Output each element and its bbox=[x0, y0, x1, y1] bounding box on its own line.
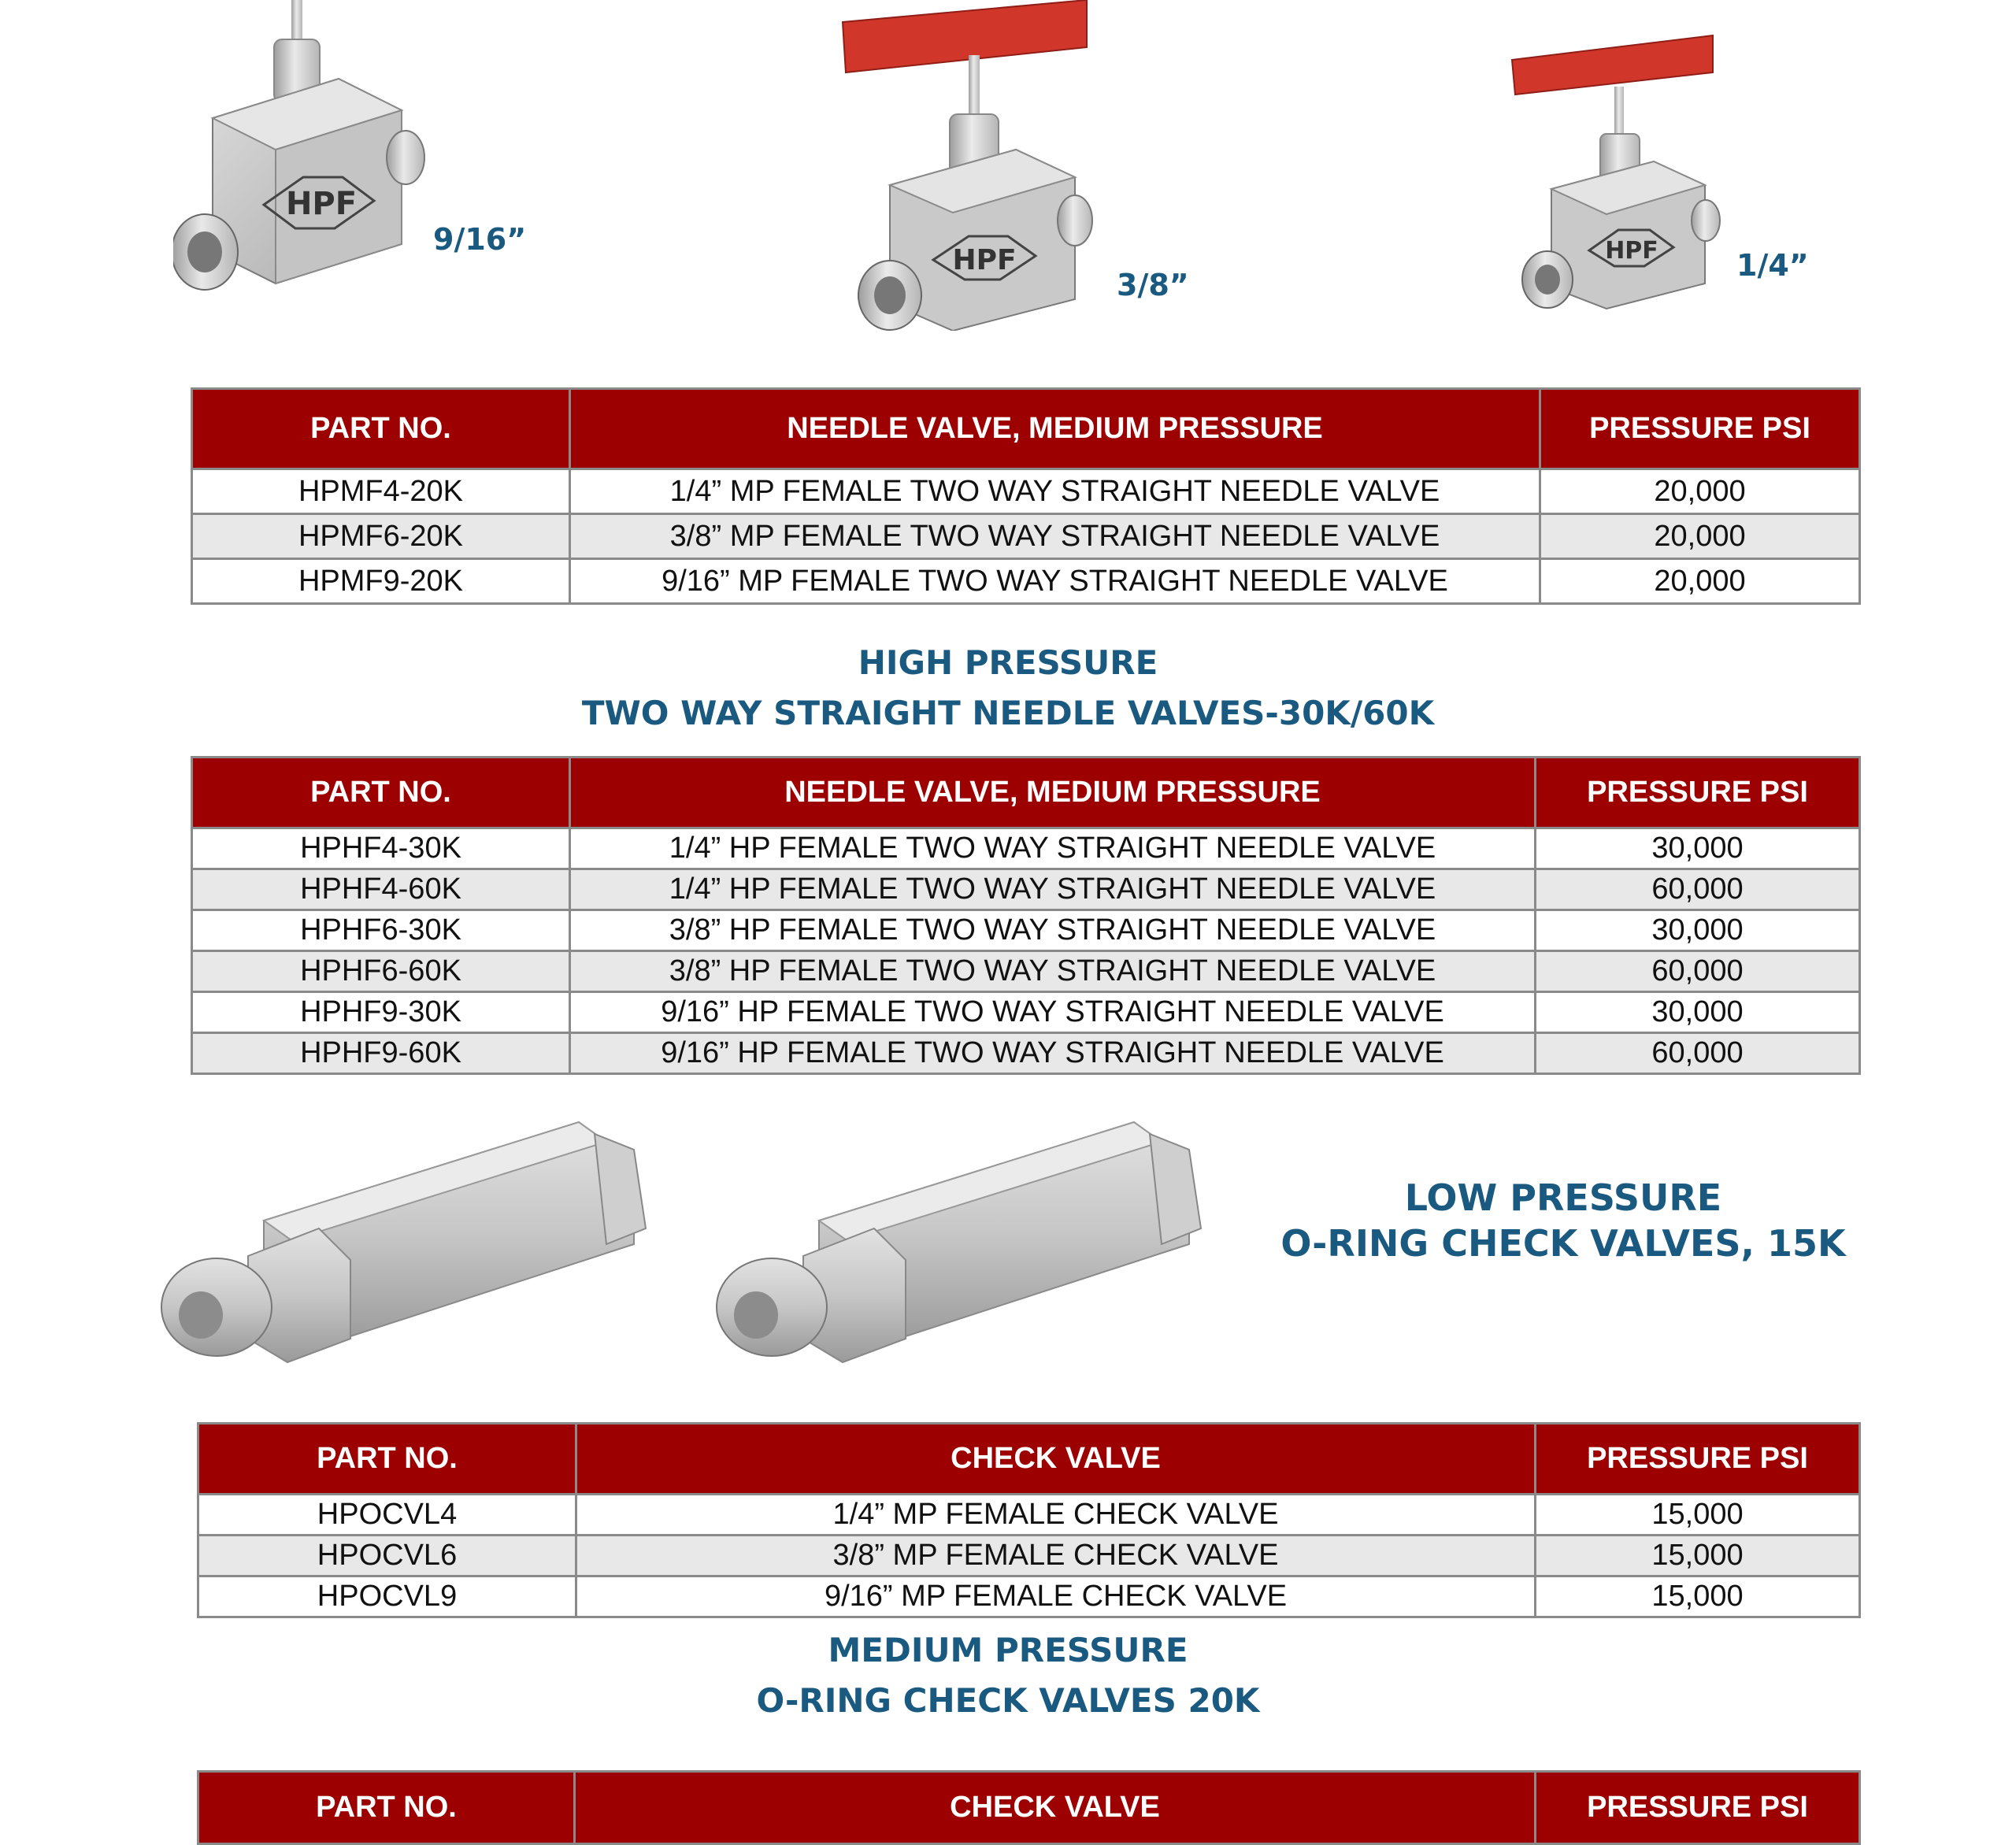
table-row bbox=[192, 992, 1860, 1033]
description: 9/16” MP FEMALE TWO WAY STRAIGHT NEEDLE VALVE bbox=[570, 559, 1540, 604]
table-row bbox=[192, 951, 1860, 992]
pressure: 15,000 bbox=[1536, 1536, 1860, 1576]
section-title-line2: O-RING CHECK VALVES, 15K bbox=[1280, 1222, 1846, 1265]
hpf-logo: HPF bbox=[952, 244, 1017, 276]
column-header-pressure: PRESSURE PSI bbox=[1536, 758, 1860, 828]
description: 1/4” HP FEMALE TWO WAY STRAIGHT NEEDLE VALVE bbox=[570, 828, 1536, 869]
pressure: 30,000 bbox=[1536, 910, 1860, 951]
hpf-logo: HPF bbox=[285, 186, 358, 222]
pressure: 20,000 bbox=[1540, 469, 1860, 514]
description: 3/8” MP FEMALE CHECK VALVE bbox=[576, 1536, 1536, 1576]
size-label-3-8: 3/8” bbox=[1117, 268, 1189, 302]
description: 3/8” HP FEMALE TWO WAY STRAIGHT NEEDLE VALVE bbox=[570, 951, 1536, 992]
part-number: HPHF9-60K bbox=[192, 1033, 570, 1074]
pressure: 20,000 bbox=[1540, 514, 1860, 559]
section-title-medium-pressure bbox=[536, 1625, 1480, 1726]
pressure: 20,000 bbox=[1540, 559, 1860, 604]
table-row bbox=[192, 469, 1860, 514]
part-number: HPOCVL4 bbox=[198, 1495, 576, 1536]
column-header-pressure: PRESSURE PSI bbox=[1536, 1424, 1860, 1495]
table-row bbox=[198, 1576, 1860, 1617]
pressure: 30,000 bbox=[1536, 828, 1860, 869]
description: 1/4” MP FEMALE TWO WAY STRAIGHT NEEDLE VALVE bbox=[570, 469, 1540, 514]
table-row bbox=[198, 1495, 1860, 1536]
column-header-pressure: PRESSURE PSI bbox=[1536, 1772, 1860, 1844]
column-header-part-no: PART NO. bbox=[192, 758, 570, 828]
column-header-part-no: PART NO. bbox=[198, 1424, 576, 1495]
hpf-logo: HPF bbox=[1605, 237, 1658, 265]
table-row bbox=[192, 1033, 1860, 1074]
pressure: 15,000 bbox=[1536, 1495, 1860, 1536]
column-header-pressure: PRESSURE PSI bbox=[1540, 389, 1860, 469]
description: 9/16” HP FEMALE TWO WAY STRAIGHT NEEDLE VALVE bbox=[570, 992, 1536, 1033]
hp-needle-valve-table bbox=[191, 756, 1861, 1075]
table-row bbox=[192, 910, 1860, 951]
column-header-description: CHECK VALVE bbox=[575, 1772, 1536, 1844]
part-number: HPOCVL6 bbox=[198, 1536, 576, 1576]
part-number: HPMF9-20K bbox=[192, 559, 570, 604]
mp-check-valve-table bbox=[197, 1770, 1861, 1845]
column-header-part-no: PART NO. bbox=[192, 389, 570, 469]
pressure: 30,000 bbox=[1536, 992, 1860, 1033]
needle-valve-image-9-16 bbox=[173, 0, 441, 299]
section-title-line1: LOW PRESSURE bbox=[1404, 1176, 1722, 1219]
size-label-1-4: 1/4” bbox=[1736, 248, 1809, 283]
column-header-description: NEEDLE VALVE, MEDIUM PRESSURE bbox=[570, 758, 1536, 828]
section-title-low-pressure bbox=[1252, 1175, 1874, 1266]
description: 3/8” MP FEMALE TWO WAY STRAIGHT NEEDLE VALVE bbox=[570, 514, 1540, 559]
needle-valve-image-3-8 bbox=[835, 0, 1126, 331]
lp-check-valve-table bbox=[197, 1422, 1861, 1618]
part-number: HPHF4-60K bbox=[192, 869, 570, 910]
pressure: 15,000 bbox=[1536, 1576, 1860, 1617]
table-row bbox=[192, 869, 1860, 910]
part-number: HPOCVL9 bbox=[198, 1576, 576, 1617]
part-number: HPHF9-30K bbox=[192, 992, 570, 1033]
description: 9/16” MP FEMALE CHECK VALVE bbox=[576, 1576, 1536, 1617]
section-title-high-pressure bbox=[536, 638, 1480, 739]
table-row bbox=[192, 828, 1860, 869]
table-row bbox=[192, 559, 1860, 604]
column-header-description: NEEDLE VALVE, MEDIUM PRESSURE bbox=[570, 389, 1540, 469]
size-label-9-16: 9/16” bbox=[433, 222, 527, 257]
section-title-line2: O-RING CHECK VALVES 20K bbox=[756, 1681, 1260, 1720]
part-number: HPMF4-20K bbox=[192, 469, 570, 514]
part-number: HPMF6-20K bbox=[192, 514, 570, 559]
description: 9/16” HP FEMALE TWO WAY STRAIGHT NEEDLE VALVE bbox=[570, 1033, 1536, 1074]
column-header-description: CHECK VALVE bbox=[576, 1424, 1536, 1495]
pressure: 60,000 bbox=[1536, 869, 1860, 910]
description: 1/4” HP FEMALE TWO WAY STRAIGHT NEEDLE VALVE bbox=[570, 869, 1536, 910]
part-number: HPHF6-30K bbox=[192, 910, 570, 951]
column-header-part-no: PART NO. bbox=[198, 1772, 575, 1844]
check-valve-image-2 bbox=[709, 1102, 1213, 1370]
needle-valve-image-1-4 bbox=[1504, 31, 1725, 315]
description: 3/8” HP FEMALE TWO WAY STRAIGHT NEEDLE VALVE bbox=[570, 910, 1536, 951]
part-number: HPHF6-60K bbox=[192, 951, 570, 992]
section-title-line1: HIGH PRESSURE bbox=[858, 643, 1158, 682]
check-valve-image-1 bbox=[154, 1102, 658, 1370]
mp-needle-valve-table bbox=[191, 387, 1861, 605]
pressure: 60,000 bbox=[1536, 1033, 1860, 1074]
part-number: HPHF4-30K bbox=[192, 828, 570, 869]
description: 1/4” MP FEMALE CHECK VALVE bbox=[576, 1495, 1536, 1536]
pressure: 60,000 bbox=[1536, 951, 1860, 992]
section-title-line2: TWO WAY STRAIGHT NEEDLE VALVES-30K/60K bbox=[581, 694, 1435, 732]
table-row bbox=[192, 514, 1860, 559]
section-title-line1: MEDIUM PRESSURE bbox=[828, 1631, 1188, 1669]
table-row bbox=[198, 1536, 1860, 1576]
